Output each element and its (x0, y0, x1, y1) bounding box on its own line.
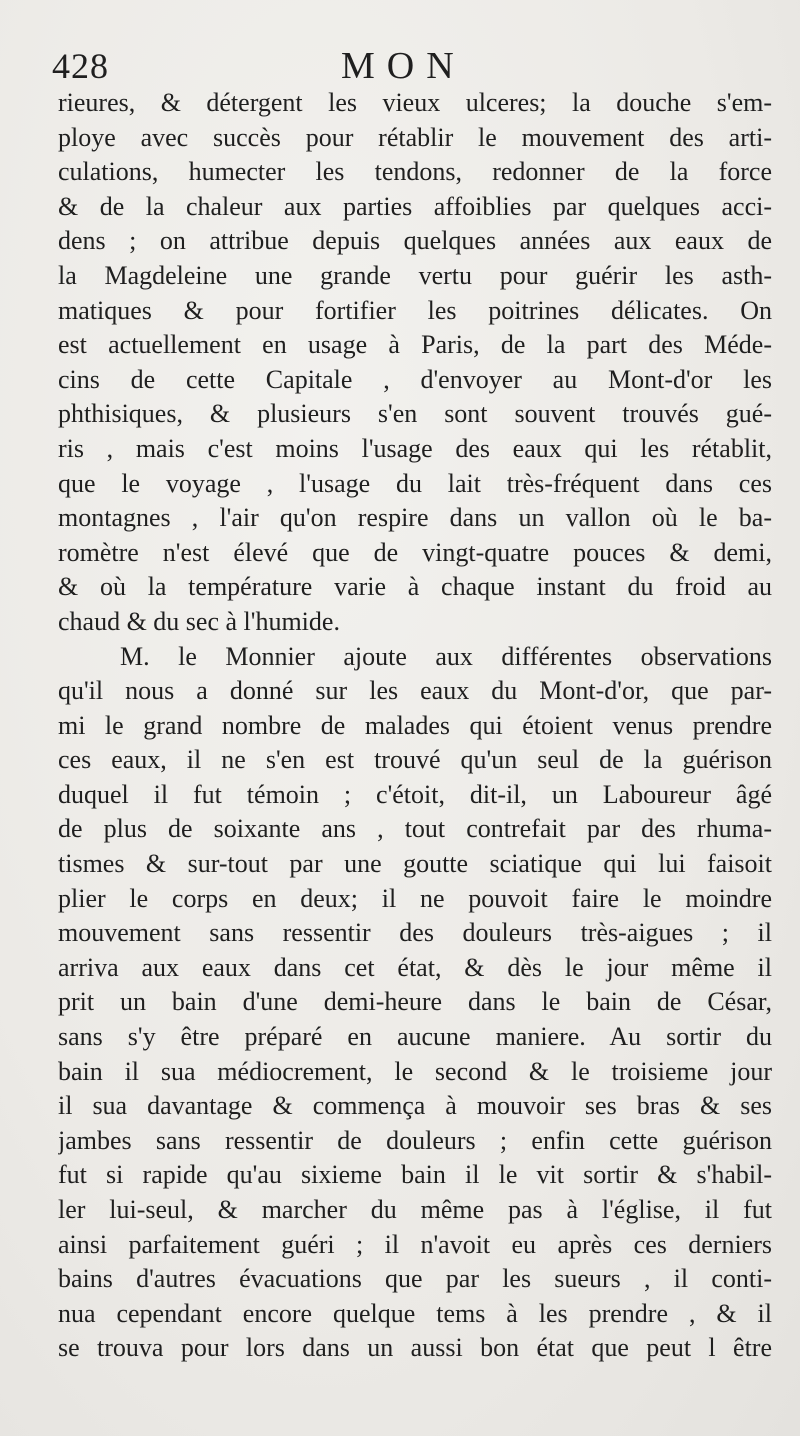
text-line: bain il sua médiocrement, le second & le troisieme jour (58, 1056, 772, 1086)
text-line: & de la chaleur aux parties affoiblies par quelques acci- (58, 191, 772, 221)
text-line: & où la température varie à chaque instant du froid au (58, 572, 772, 602)
text-line: mi le grand nombre de malades qui étoient venus prendre (58, 710, 772, 740)
text-line: se trouva pour lors dans un aussi bon état que peut l être (58, 1333, 772, 1363)
text-line: que le voyage , l'usage du lait très-fréquent dans ces (58, 468, 772, 498)
text-line: phthisiques, & plusieurs s'en sont souvent trouvés gué- (58, 399, 772, 429)
text-line: montagnes , l'air qu'on respire dans un vallon où le ba- (58, 503, 772, 533)
text-line: de plus de soixante ans , tout contrefait par des rhuma- (58, 814, 772, 844)
text-line: culations, humecter les tendons, redonner de la force (58, 157, 772, 187)
text-line: bains d'autres évacuations que par les sueurs , il conti- (58, 1264, 772, 1294)
page-number: 428 (52, 46, 109, 86)
text-line: duquel il fut témoin ; c'étoit, dit-il, un Laboureur âgé (58, 779, 772, 809)
text-line: nua cependant encore quelque tems à les prendre , & il (58, 1298, 772, 1328)
paragraph-start-line: M. le Monnier ajoute aux différentes observations (120, 641, 772, 671)
body-text (58, 86, 772, 1366)
page-header (52, 40, 772, 92)
text-line: prit un bain d'une demi-heure dans le bain de César, (58, 987, 772, 1017)
text-line: jambes sans ressentir de douleurs ; enfin cette guérison (58, 1125, 772, 1155)
running-head: MON (341, 45, 466, 87)
text-line: ploye avec succès pour rétablir le mouvement des arti- (58, 122, 772, 152)
text-line: ces eaux, il ne s'en est trouvé qu'un seul de la guérison (58, 745, 772, 775)
text-line: ainsi parfaitement guéri ; il n'avoit eu après ces derniers (58, 1229, 772, 1259)
text-line: qu'il nous a donné sur les eaux du Mont-d'or, que par- (58, 676, 772, 706)
text-line: tismes & sur-tout par une goutte sciatique qui lui faisoit (58, 849, 772, 879)
text-line: arriva aux eaux dans cet état, & dès le jour même il (58, 952, 772, 982)
text-line: ler lui-seul, & marcher du même pas à l'église, il fut (58, 1195, 772, 1224)
text-line: ris , mais c'est moins l'usage des eaux qui les rétablit, (58, 433, 772, 463)
paragraph-end-line: chaud & du sec à l'humide. (58, 606, 340, 636)
text-line: mouvement sans ressentir des douleurs très-aigues ; il (58, 918, 772, 948)
text-line: rieures, & détergent les vieux ulceres; la douche s'em- (58, 88, 772, 117)
text-line: est actuellement en usage à Paris, de la part des Méde- (58, 330, 772, 360)
text-line: la Magdeleine une grande vertu pour guérir les asth- (58, 260, 772, 290)
text-line: fut si rapide qu'au sixieme bain il le vit sortir & s'habil- (58, 1160, 772, 1190)
text-line: romètre n'est élevé que de vingt-quatre pouces & demi, (58, 537, 772, 567)
text-line: plier le corps en deux; il ne pouvoit faire le moindre (58, 883, 772, 913)
text-line: cins de cette Capitale , d'envoyer au Mont-d'or les (58, 364, 772, 394)
text-line: dens ; on attribue depuis quelques années aux eaux de (58, 226, 772, 256)
text-line: matiques & pour fortifier les poitrines délicates. On (58, 295, 772, 325)
text-line: il sua davantage & commença à mouvoir ses bras & ses (58, 1091, 772, 1121)
text-line: sans s'y être préparé en aucune maniere. Au sortir du (58, 1022, 772, 1052)
